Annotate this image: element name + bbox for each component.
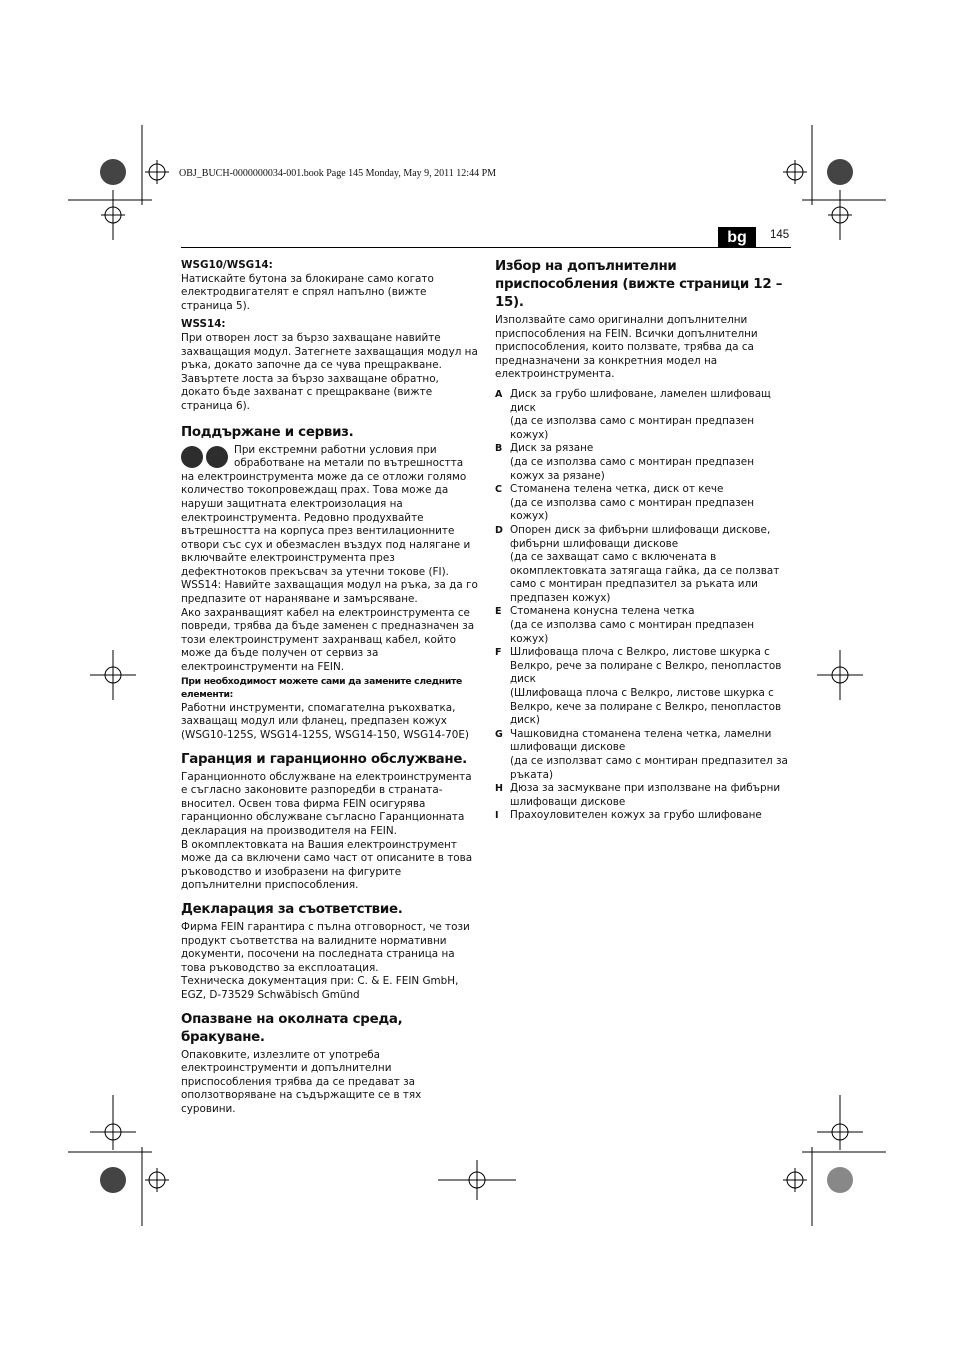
accessory-item	[495, 442, 791, 483]
warranty-heading: Гаранция и гаранционно обслужване.	[181, 751, 467, 767]
accessories-intro: Използвайте само оригинални допълнителни приспособления на FEIN. Всички допълнителни приспособления, които ползвате, трябва да са предназначени за конкретния модел на електроинструмента.	[495, 314, 758, 381]
accessory-letter: H	[495, 783, 503, 795]
environment-heading: Опазване на околната среда, бракуване.	[181, 1011, 403, 1045]
maintenance-paragraph-2: WSS14: Навийте захващащия модул на ръка, за да го предпазите от нараняване и замърсяване.	[181, 579, 478, 606]
wsg-text: Натискайте бутона за блокиране само когато електродвигателят е спрял напълно (вижте страница 5).	[181, 272, 434, 312]
accessory-text: Диск за рязане (да се използва само с монтиран предпазен кожух за рязане)	[510, 442, 754, 482]
eye-protection-icon	[181, 446, 203, 468]
accessory-item	[495, 646, 791, 728]
declaration-paragraph-2: Техническа документация при: C. & E. FEIN GmbH, EGZ, D-73529 Schwäbisch Gmünd	[181, 975, 459, 1001]
accessory-letter: A	[495, 388, 503, 400]
wsg-subtitle: WSG10/WSG14:	[181, 259, 273, 271]
declaration-heading: Декларация за съответствие.	[181, 901, 403, 917]
accessory-item	[495, 605, 791, 646]
warranty-paragraph-1: Гаранционното обслужване на електроинструмента е съгласно законовите разпоредби в страната-вносител. Освен това фирма FEIN осигурява гаранционно обслужване съгласно Гаранционната декларация на производителя на FEIN.	[181, 770, 472, 837]
read-manual-icon	[206, 446, 228, 468]
accessory-text: Опорен диск за фибърни шлифоващи дискове, фибърни шлифоващи дискове (да се захващат само с включената в окомплектовката затягаща гайка, да се ползват само с монтиран предпазител за ръката или предпазен кожух)	[510, 523, 780, 604]
accessory-text: Шлифоваща плоча с Велкро, листове шкурка с Велкро, рече за полиране с Велкро, пенопластов диск (Шлифоваща плоча с Велкро, листове шкурка с Велкро, кече за полиране с Велкро, пенопластов диск)	[510, 646, 782, 727]
page-number: 145	[770, 229, 790, 241]
safety-icons	[181, 446, 228, 468]
accessories-heading: Избор на допълнителни приспособления (вижте страници 12 – 15).	[495, 259, 783, 310]
accessory-letter: C	[495, 484, 502, 496]
accessory-letter: F	[495, 647, 502, 659]
maintenance-paragraph-1: При екстремни работни условия при обработване на метали по вътрешността на електроинструмента може да се отложи голямо количество токопровеждащ прах. Това може да наруши защитната електроизолация на електроинструмента. Редовно продухвайте вътрешността на корпуса през вентилационните отвори със сух и обезмаслен въздух под налягане и включвайте електроинструмента през дефектнотоков прекъсвач за утечни токове (FI).	[181, 443, 471, 578]
maintenance-paragraph-3: Ако захранващият кабел на електроинструмента се повреди, трябва да бъде заменен с предназначен за този електроинструмент захранващ кабел, който може да бъде получен от сервиз за електроинструменти на FEIN.	[181, 606, 475, 674]
accessory-item	[495, 388, 791, 442]
accessory-item	[495, 809, 791, 823]
warranty-paragraph-2: В окомплектовката на Вашия електроинструмент може да са включени само част от описаните в това ръководство и изобразени на фигурите допълнителни приспособления.	[181, 838, 473, 892]
accessory-letter: D	[495, 524, 503, 536]
accessory-text: Диск за грубо шлифоване, ламелен шлифоващ диск (да се използва само с монтиран предпазен кожух)	[510, 387, 771, 441]
accessory-text: Стоманена телена четка, диск от кече (да се използва само с монтиран предпазен кожух)	[510, 483, 754, 523]
maintenance-heading: Поддържане и сервиз.	[181, 424, 354, 440]
accessory-text: Стоманена конусна телена четка (да се използва само с монтиран предпазен кожух)	[510, 605, 754, 645]
header-rule	[181, 247, 791, 248]
language-badge: bg	[718, 227, 756, 248]
maintenance-bold-note: При необходимост можете сами да замените следните елементи:	[181, 675, 462, 701]
accessory-item	[495, 524, 791, 606]
declaration-paragraph-1: Фирма FEIN гарантира с пълна отговорност, че този продукт съответства на валидните нормативни документи, посочени на последната страница на това ръководство за експлоатация.	[181, 920, 470, 974]
wss-text: При отворен лост за бързо захващане навийте захващащия модул. Затегнете захващащия модул на ръка, докато започне да се чува прещракване. Завъртете лоста за бързо захващане обратно, докато бъде захванат с прещракване (вижте страница 6).	[181, 331, 478, 412]
right-column	[495, 258, 791, 823]
accessory-item	[495, 483, 791, 524]
accessory-letter: I	[495, 810, 499, 822]
accessory-item	[495, 728, 791, 782]
wss-subtitle: WSS14:	[181, 318, 226, 331]
accessory-item	[495, 782, 791, 809]
environment-paragraph: Опаковките, излезлите от употреба електроинструменти и допълнителни приспособления трябва да се предават за оползотворяване на съдържащите се в тях суровини.	[181, 1048, 422, 1115]
left-column	[181, 258, 479, 1116]
accessory-text: Прахоуловителен кожух за грубо шлифоване	[510, 809, 762, 822]
accessory-letter: B	[495, 443, 503, 455]
accessory-text: Дюза за засмукване при използване на фибърни шлифоващи дискове	[510, 782, 781, 808]
accessory-letter: E	[495, 606, 502, 618]
accessory-text: Чашковидна стоманена телена четка, ламелни шлифоващи дискове (да се използват само с монтиран предпазител за ръката)	[510, 727, 788, 781]
maintenance-paragraph-4: Работни инструменти, спомагателна ръкохватка, захващащ модул или фланец, предпазен кожух (WSG10-125S, WSG14-125S, WSG14-150, WSG14-70E)	[181, 701, 469, 741]
print-header: OBJ_BUCH-0000000034-001.book Page 145 Monday, May 9, 2011 12:44 PM	[179, 168, 497, 179]
accessories-list	[495, 388, 791, 823]
accessory-letter: G	[495, 728, 503, 740]
